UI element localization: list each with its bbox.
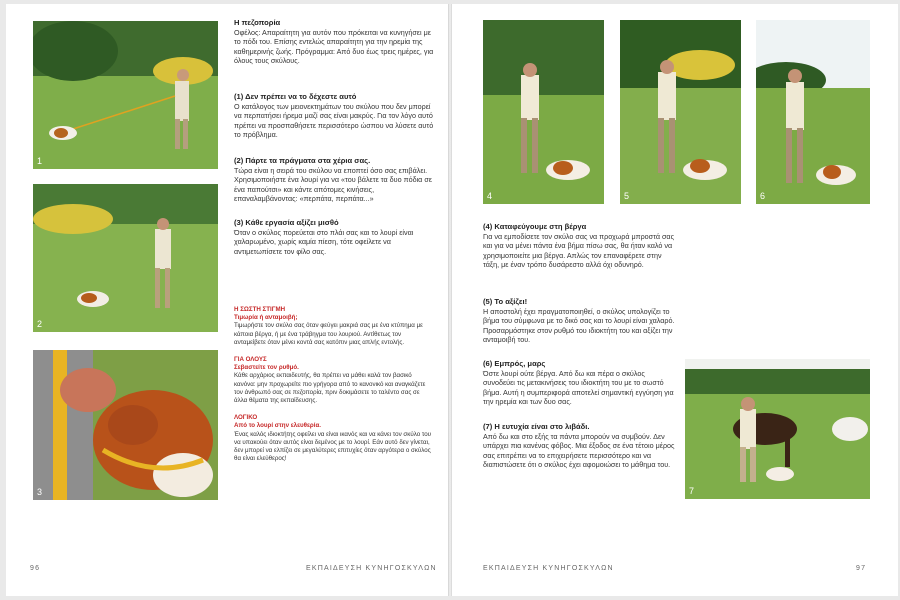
section-title: (5) Το αξίζει!	[483, 297, 528, 306]
text-section-5	[483, 297, 678, 345]
section-body: Τώρα είναι η σειρά του σκύλου να εποπτεί όσο σας επιβάλει. Χρησιμοποιήστε ένα λουρί για να «του βάλετε τα δυο πόδια σε ένα παπούτσι» και κάντε απότομες κινήσεις, επαναλαμβάνοντας: «περπάτα, περπάτα...»	[234, 165, 432, 204]
photo-number: 7	[689, 486, 695, 496]
text-section-6	[483, 359, 678, 407]
section-title: (2) Πάρτε τα πράγματα στα χέρια σας.	[234, 156, 371, 165]
tip-right-moment	[234, 306, 434, 347]
photo-2-man-with-dog-on-leash	[33, 184, 218, 332]
tip-logical	[234, 414, 434, 463]
photo-6-man-standing-with-dog	[756, 20, 870, 204]
section-body: Από δω και στο εξής τα πάντα μπορούν να συμβούν. Δεν υπάρχει πια κανένας φόβος. Μια έξοδος σε ένα τέτοιο μέρος σας επιτρέπει να το επιχειρήσετε περισσότερο και να διαπιστώσετε ότι ο σκύλος έχει αφομοιώσει το μάθημα του.	[483, 431, 675, 470]
page-number-left: 96	[30, 565, 41, 572]
section-body: Για να εμποδίσετε τον σκύλο σας να προχωρά μπροστά σας και για να μένει πάντα ένα βήμα πίσω σας, θα ήταν καλό να χρησιμοποιείτε μια βέργα. Απλώς τον επαναφέρετε στην τάξη, με έναν τρόπο δυσάρεστο αλλά όχι οδυνηρό.	[483, 231, 675, 270]
tip-subheading: Τιμωρία ή ανταμοιβή;	[234, 314, 298, 322]
text-section-3	[234, 218, 434, 256]
section-title: (3) Κάθε εργασία αξίζει μισθό	[234, 218, 339, 227]
running-title-right: ΕΚΠΑΙΔΕΥΣΗ ΚΥΝΗΓΟΣΚΥΛΩΝ	[483, 565, 614, 572]
photo-number: 1	[37, 156, 43, 166]
tip-body: Τιμωρήστε τον σκύλο σας όταν φεύγει μακριά σας με ένα κτύπημα με κάποια βέργα, ή με ένα τράβηγμα του λουριού. Αντίθετως τον ανταμείβετε όταν μένει κοντά σας κατόπιν μιας απλής εντολής.	[234, 322, 423, 346]
right-page	[452, 4, 898, 596]
photo-number: 3	[37, 487, 43, 497]
tip-heading: ΛΟΓΙΚΟ	[234, 414, 258, 422]
tip-subheading: Από το λουρί στην ελευθερία.	[234, 422, 322, 430]
page-number-right: 97	[856, 565, 867, 572]
section-body: Όταν ο σκύλος πορεύεται στο πλάι σας και το λουρί είναι χαλαρωμένο, χωρίς καμία πίεση, τότε οφείλετε να αντιμετωπίσετε τον φίλο σας.	[234, 227, 414, 256]
photo-number: 2	[37, 319, 43, 329]
section-title: (1) Δεν πρέπει να το δέχεστε αυτό	[234, 92, 357, 101]
photo-3-dog-closeup-with-hand	[33, 350, 218, 500]
section-body: Οφέλος: Απαραίτητη για αυτόν που πρόκειται να κυνηγήσει με το πόδι του. Επίσης εντελώς απαραίτητη για την ηρεμία της καθημερινής ζωής. Πρόγραμμα: Από δυο έως τρεις ημέρες, για όλους τους σκύλους.	[234, 27, 434, 66]
tip-for-all	[234, 356, 434, 405]
section-body: Η αποστολή έχει πραγματοποιηθεί, ο σκύλος υπολογίζει το βήμα του σύμφωνα με το δικό σας και το λουρί είναι χαλαρό. Προσαρμόστηκε στον ρυθμό του ιδιοκτήτη του και αξίζει την ανταμοιβή του.	[483, 306, 675, 345]
photo-number: 5	[624, 191, 630, 201]
text-section-1	[234, 92, 434, 140]
left-page	[6, 4, 448, 596]
photo-number: 4	[487, 191, 493, 201]
section-body: Ο κατάλογος των μειονεκτημάτων του σκύλου που δεν μπορεί να περπατήσει ήρεμα μαζί σας είναι μακρύς. Για τον λόγο αυτό πρέπει να προσπαθήσετε περισσότερο ώσπου να λύσετε αυτό το πρόβλημα.	[234, 101, 434, 140]
tip-body: Κάθε αρχάριος εκπαιδευτής, θα πρέπει να μάθει καλά τον βασικό κανόνα: μην προχωρείτε πιο γρήγορα από το κανονικό και αναγκάζετε τον άνθρωπό σας σε πεζοπορία, πριν δοκιμάσετε το ταλέντο σας σε άλλα θέματα της εκπαίδευσης.	[234, 372, 426, 405]
tip-subheading: Σεβαστείτε τον ρυθμό.	[234, 364, 299, 372]
section-title: (6) Εμπρός, μαρς	[483, 359, 546, 368]
section-title: Η πεζοπορία	[234, 18, 281, 27]
section-title: (4) Καταφεύγουμε στη βέργα	[483, 222, 587, 231]
sidebar-tips-box	[234, 306, 434, 472]
section-body: Όστε λουρί ούτε βέργα. Από δω και πέρα ο σκύλος συνοδεύει τις μετακινήσεις του ιδιοκτήτη του με το σωστό βήμα. Αυτή η συμπεριφορά αποτελεί σημαντική εγγύηση για την ηρεμία και των δυο σας.	[483, 368, 674, 407]
photo-7-man-with-horse-and-dog	[685, 359, 870, 499]
text-section-4	[483, 222, 678, 270]
photo-1-man-walking-dog	[33, 21, 218, 169]
photo-5-man-walking-dog	[620, 20, 741, 204]
section-title: (7) Η ευτυχία είναι στο λιβάδι.	[483, 422, 590, 431]
photo-4-man-with-stick	[483, 20, 604, 204]
tip-heading: Η ΣΩΣΤΗ ΣΤΙΓΜΗ	[234, 306, 286, 313]
tip-heading: ΓΙΑ ΟΛΟΥΣ	[234, 356, 267, 364]
text-section-7	[483, 422, 678, 470]
text-section-hiking	[234, 18, 434, 66]
text-section-2	[234, 156, 434, 204]
running-title-left: ΕΚΠΑΙΔΕΥΣΗ ΚΥΝΗΓΟΣΚΥΛΩΝ	[306, 565, 437, 572]
photo-number: 6	[760, 191, 766, 201]
tip-body: Ένας καλός ιδιοκτήτης οφείλει να είναι ικανός και να κάνει τον σκύλο του να υπακούει όταν αυτός είναι δεμένος με το λουρί. Εάν αυτό δεν γίνεται, δεν μπορεί να ελπίζει σε μεγαλύτερες επιτυχίες όταν αργότερα ο σκύλος θα είναι ελεύθερος!	[234, 430, 432, 463]
